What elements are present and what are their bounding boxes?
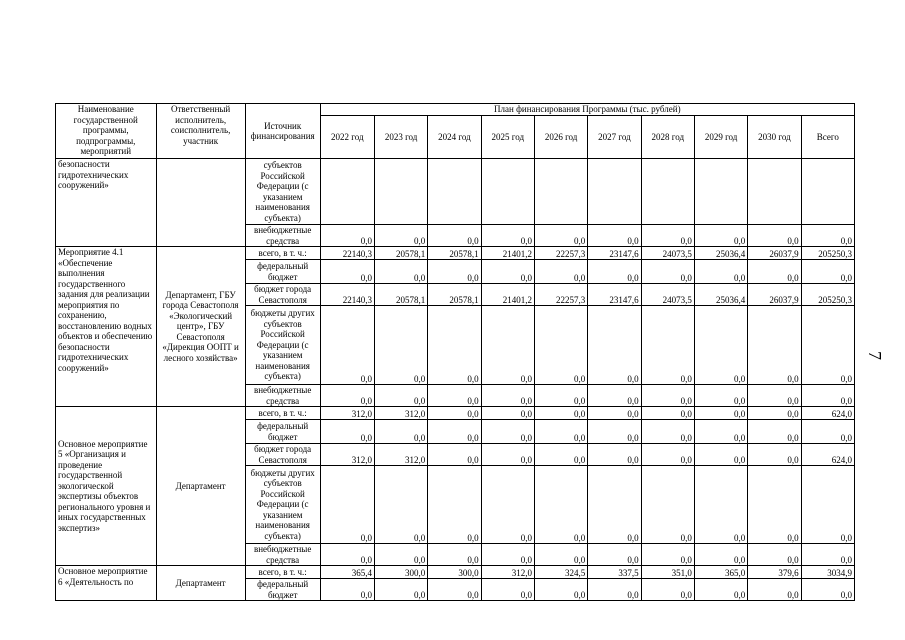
amount-cell: 0,0 xyxy=(694,466,747,544)
amount-cell: 0,0 xyxy=(374,579,427,601)
amount-cell: 0,0 xyxy=(641,466,694,544)
amount-cell: 312,0 xyxy=(374,407,427,420)
amount-cell: 0,0 xyxy=(320,260,374,284)
amount-cell: 0,0 xyxy=(534,444,587,466)
amount-cell: 205250,3 xyxy=(801,284,854,306)
header-year: 2024 год xyxy=(428,116,481,159)
header-year: 2025 год xyxy=(481,116,534,159)
amount-cell: 337,5 xyxy=(588,566,641,579)
table-row xyxy=(56,407,855,420)
amount-cell xyxy=(374,159,427,225)
amount-cell: 0,0 xyxy=(694,225,747,247)
amount-cell: 0,0 xyxy=(801,306,854,385)
amount-cell: 3034,9 xyxy=(801,566,854,579)
header-year: 2022 год xyxy=(320,116,374,159)
amount-cell: 0,0 xyxy=(481,306,534,385)
activity-name: безопасности гидротехнических сооружений» xyxy=(56,159,157,247)
amount-cell xyxy=(428,159,481,225)
amount-cell: 0,0 xyxy=(534,420,587,444)
amount-cell xyxy=(588,159,641,225)
amount-cell: 351,0 xyxy=(641,566,694,579)
amount-cell: 21401,2 xyxy=(481,247,534,260)
amount-cell: 0,0 xyxy=(588,544,641,566)
funding-source: внебюджетные средства xyxy=(245,385,320,407)
amount-cell: 0,0 xyxy=(320,544,374,566)
funding-source: всего, в т. ч.: xyxy=(245,407,320,420)
amount-cell: 0,0 xyxy=(374,225,427,247)
amount-cell: 0,0 xyxy=(694,544,747,566)
amount-cell: 0,0 xyxy=(694,444,747,466)
amount-cell: 0,0 xyxy=(481,466,534,544)
amount-cell: 23147,6 xyxy=(588,247,641,260)
financing-table xyxy=(55,103,855,601)
amount-cell: 312,0 xyxy=(320,407,374,420)
amount-cell: 22257,3 xyxy=(534,247,587,260)
amount-cell: 0,0 xyxy=(588,385,641,407)
amount-cell: 300,0 xyxy=(374,566,427,579)
funding-source: внебюджетные средства xyxy=(245,544,320,566)
amount-cell: 365,0 xyxy=(694,566,747,579)
amount-cell: 0,0 xyxy=(320,466,374,544)
amount-cell: 0,0 xyxy=(801,385,854,407)
amount-cell: 312,0 xyxy=(374,444,427,466)
amount-cell: 0,0 xyxy=(481,544,534,566)
amount-cell: 0,0 xyxy=(801,260,854,284)
amount-cell: 205250,3 xyxy=(801,247,854,260)
amount-cell: 0,0 xyxy=(428,225,481,247)
amount-cell: 0,0 xyxy=(534,225,587,247)
amount-cell: 0,0 xyxy=(748,225,801,247)
amount-cell: 0,0 xyxy=(801,579,854,601)
amount-cell: 0,0 xyxy=(534,466,587,544)
amount-cell: 379,6 xyxy=(748,566,801,579)
amount-cell: 0,0 xyxy=(641,385,694,407)
amount-cell: 300,0 xyxy=(428,566,481,579)
amount-cell: 0,0 xyxy=(320,420,374,444)
funding-source: федеральный бюджет xyxy=(245,579,320,601)
amount-cell: 0,0 xyxy=(588,407,641,420)
amount-cell: 0,0 xyxy=(748,385,801,407)
amount-cell: 0,0 xyxy=(748,466,801,544)
funding-source: бюджеты других субъектов Российской Федерации (с указанием наименования субъекта) xyxy=(245,466,320,544)
table-row xyxy=(56,247,855,260)
amount-cell: 0,0 xyxy=(481,225,534,247)
table-body xyxy=(56,159,855,601)
header-year: 2027 год xyxy=(588,116,641,159)
amount-cell: 0,0 xyxy=(374,544,427,566)
header-year: 2023 год xyxy=(374,116,427,159)
amount-cell: 0,0 xyxy=(801,544,854,566)
funding-source: всего, в т. ч.: xyxy=(245,247,320,260)
responsible-party: Департамент xyxy=(156,407,245,566)
amount-cell: 0,0 xyxy=(748,306,801,385)
amount-cell: 25036,4 xyxy=(694,284,747,306)
header-year: 2028 год xyxy=(641,116,694,159)
amount-cell: 0,0 xyxy=(534,544,587,566)
amount-cell: 312,0 xyxy=(481,566,534,579)
amount-cell: 0,0 xyxy=(481,407,534,420)
amount-cell: 0,0 xyxy=(694,407,747,420)
funding-source: бюджет города Севастополя xyxy=(245,284,320,306)
amount-cell: 0,0 xyxy=(481,260,534,284)
amount-cell: 0,0 xyxy=(534,306,587,385)
amount-cell: 0,0 xyxy=(801,225,854,247)
amount-cell: 0,0 xyxy=(374,466,427,544)
funding-source: внебюджетные средства xyxy=(245,225,320,247)
amount-cell: 0,0 xyxy=(641,579,694,601)
amount-cell: 0,0 xyxy=(428,444,481,466)
amount-cell: 0,0 xyxy=(320,306,374,385)
amount-cell: 0,0 xyxy=(374,420,427,444)
amount-cell: 0,0 xyxy=(481,420,534,444)
page-number: 7 xyxy=(865,351,885,360)
amount-cell: 0,0 xyxy=(801,466,854,544)
amount-cell: 0,0 xyxy=(588,225,641,247)
amount-cell: 0,0 xyxy=(320,385,374,407)
amount-cell: 20578,1 xyxy=(428,284,481,306)
amount-cell: 365,4 xyxy=(320,566,374,579)
funding-source: федеральный бюджет xyxy=(245,420,320,444)
amount-cell xyxy=(320,159,374,225)
funding-source: бюджеты других субъектов Российской Федерации (с указанием наименования субъекта) xyxy=(245,306,320,385)
header-year: Всего xyxy=(801,116,854,159)
amount-cell: 24073,5 xyxy=(641,284,694,306)
amount-cell: 0,0 xyxy=(534,579,587,601)
amount-cell xyxy=(481,159,534,225)
amount-cell: 0,0 xyxy=(374,385,427,407)
amount-cell: 0,0 xyxy=(588,466,641,544)
amount-cell: 0,0 xyxy=(320,579,374,601)
amount-cell xyxy=(534,159,587,225)
amount-cell: 22140,3 xyxy=(320,284,374,306)
amount-cell: 0,0 xyxy=(534,385,587,407)
amount-cell: 0,0 xyxy=(694,420,747,444)
amount-cell: 22140,3 xyxy=(320,247,374,260)
amount-cell: 312,0 xyxy=(320,444,374,466)
amount-cell: 0,0 xyxy=(428,579,481,601)
amount-cell: 0,0 xyxy=(374,260,427,284)
table-row xyxy=(56,566,855,579)
amount-cell: 0,0 xyxy=(748,407,801,420)
header-year: 2026 год xyxy=(534,116,587,159)
amount-cell xyxy=(748,159,801,225)
amount-cell: 0,0 xyxy=(320,225,374,247)
amount-cell: 0,0 xyxy=(641,306,694,385)
amount-cell: 26037,9 xyxy=(748,284,801,306)
amount-cell: 0,0 xyxy=(588,260,641,284)
activity-name: Основное мероприятие 6 «Деятельность по xyxy=(56,566,157,601)
amount-cell: 22257,3 xyxy=(534,284,587,306)
funding-source: федеральный бюджет xyxy=(245,260,320,284)
amount-cell: 0,0 xyxy=(428,407,481,420)
funding-source: бюджет города Севастополя xyxy=(245,444,320,466)
amount-cell: 0,0 xyxy=(588,579,641,601)
amount-cell: 21401,2 xyxy=(481,284,534,306)
amount-cell: 0,0 xyxy=(534,407,587,420)
amount-cell: 0,0 xyxy=(694,385,747,407)
amount-cell: 624,0 xyxy=(801,444,854,466)
funding-source: субъектов Российской Федерации (с указанием наименования субъекта) xyxy=(245,159,320,225)
amount-cell: 0,0 xyxy=(694,260,747,284)
header-source: Источник финансирования xyxy=(245,104,320,159)
amount-cell: 0,0 xyxy=(428,306,481,385)
amount-cell: 0,0 xyxy=(428,385,481,407)
header-plan: План финансирования Программы (тыс. рублей) xyxy=(320,104,854,116)
activity-name: Мероприятие 4.1 «Обеспечение выполнения государственного задания для реализации мероприятия по сохранению, восстановлению водных объектов и обеспечению безопасности гидротехнических сооружений» xyxy=(56,247,157,407)
amount-cell: 26037,9 xyxy=(748,247,801,260)
amount-cell: 25036,4 xyxy=(694,247,747,260)
amount-cell: 20578,1 xyxy=(428,247,481,260)
responsible-party xyxy=(156,159,245,247)
amount-cell: 0,0 xyxy=(374,306,427,385)
amount-cell: 0,0 xyxy=(748,444,801,466)
amount-cell: 20578,1 xyxy=(374,284,427,306)
amount-cell: 0,0 xyxy=(694,306,747,385)
header-responsible: Ответственный исполнитель, соисполнитель, участник xyxy=(156,104,245,159)
amount-cell xyxy=(694,159,747,225)
amount-cell: 0,0 xyxy=(641,260,694,284)
header-year: 2029 год xyxy=(694,116,747,159)
amount-cell: 0,0 xyxy=(694,579,747,601)
amount-cell: 0,0 xyxy=(428,420,481,444)
funding-source: всего, в т. ч.: xyxy=(245,566,320,579)
amount-cell: 0,0 xyxy=(641,444,694,466)
amount-cell: 0,0 xyxy=(748,260,801,284)
amount-cell: 0,0 xyxy=(641,225,694,247)
amount-cell: 0,0 xyxy=(641,544,694,566)
amount-cell: 324,5 xyxy=(534,566,587,579)
table-row xyxy=(56,159,855,225)
amount-cell: 0,0 xyxy=(481,444,534,466)
amount-cell: 0,0 xyxy=(428,544,481,566)
amount-cell: 0,0 xyxy=(481,385,534,407)
amount-cell: 0,0 xyxy=(481,579,534,601)
amount-cell: 0,0 xyxy=(748,579,801,601)
amount-cell xyxy=(641,159,694,225)
amount-cell: 0,0 xyxy=(748,544,801,566)
amount-cell: 20578,1 xyxy=(374,247,427,260)
header-name: Наименование государственной программы, подпрограммы, мероприятий xyxy=(56,104,157,159)
amount-cell: 0,0 xyxy=(588,420,641,444)
amount-cell: 0,0 xyxy=(428,466,481,544)
amount-cell: 23147,6 xyxy=(588,284,641,306)
amount-cell: 0,0 xyxy=(641,407,694,420)
header-year: 2030 год xyxy=(748,116,801,159)
table-header xyxy=(56,104,855,159)
amount-cell: 0,0 xyxy=(534,260,587,284)
amount-cell: 624,0 xyxy=(801,407,854,420)
amount-cell: 0,0 xyxy=(801,420,854,444)
amount-cell: 0,0 xyxy=(588,444,641,466)
amount-cell xyxy=(801,159,854,225)
responsible-party: Департамент xyxy=(156,566,245,601)
amount-cell: 0,0 xyxy=(428,260,481,284)
amount-cell: 0,0 xyxy=(588,306,641,385)
activity-name: Основное мероприятие 5 «Организация и проведение государственной экологической экспертизы объектов регионального уровня и иных государственных экспертиз» xyxy=(56,407,157,566)
amount-cell: 0,0 xyxy=(641,420,694,444)
responsible-party: Департамент, ГБУ города Севастополя «Экологический центр», ГБУ Севастополя «Дирекция ООПТ и лесного хозяйства» xyxy=(156,247,245,407)
amount-cell: 0,0 xyxy=(748,420,801,444)
amount-cell: 24073,5 xyxy=(641,247,694,260)
